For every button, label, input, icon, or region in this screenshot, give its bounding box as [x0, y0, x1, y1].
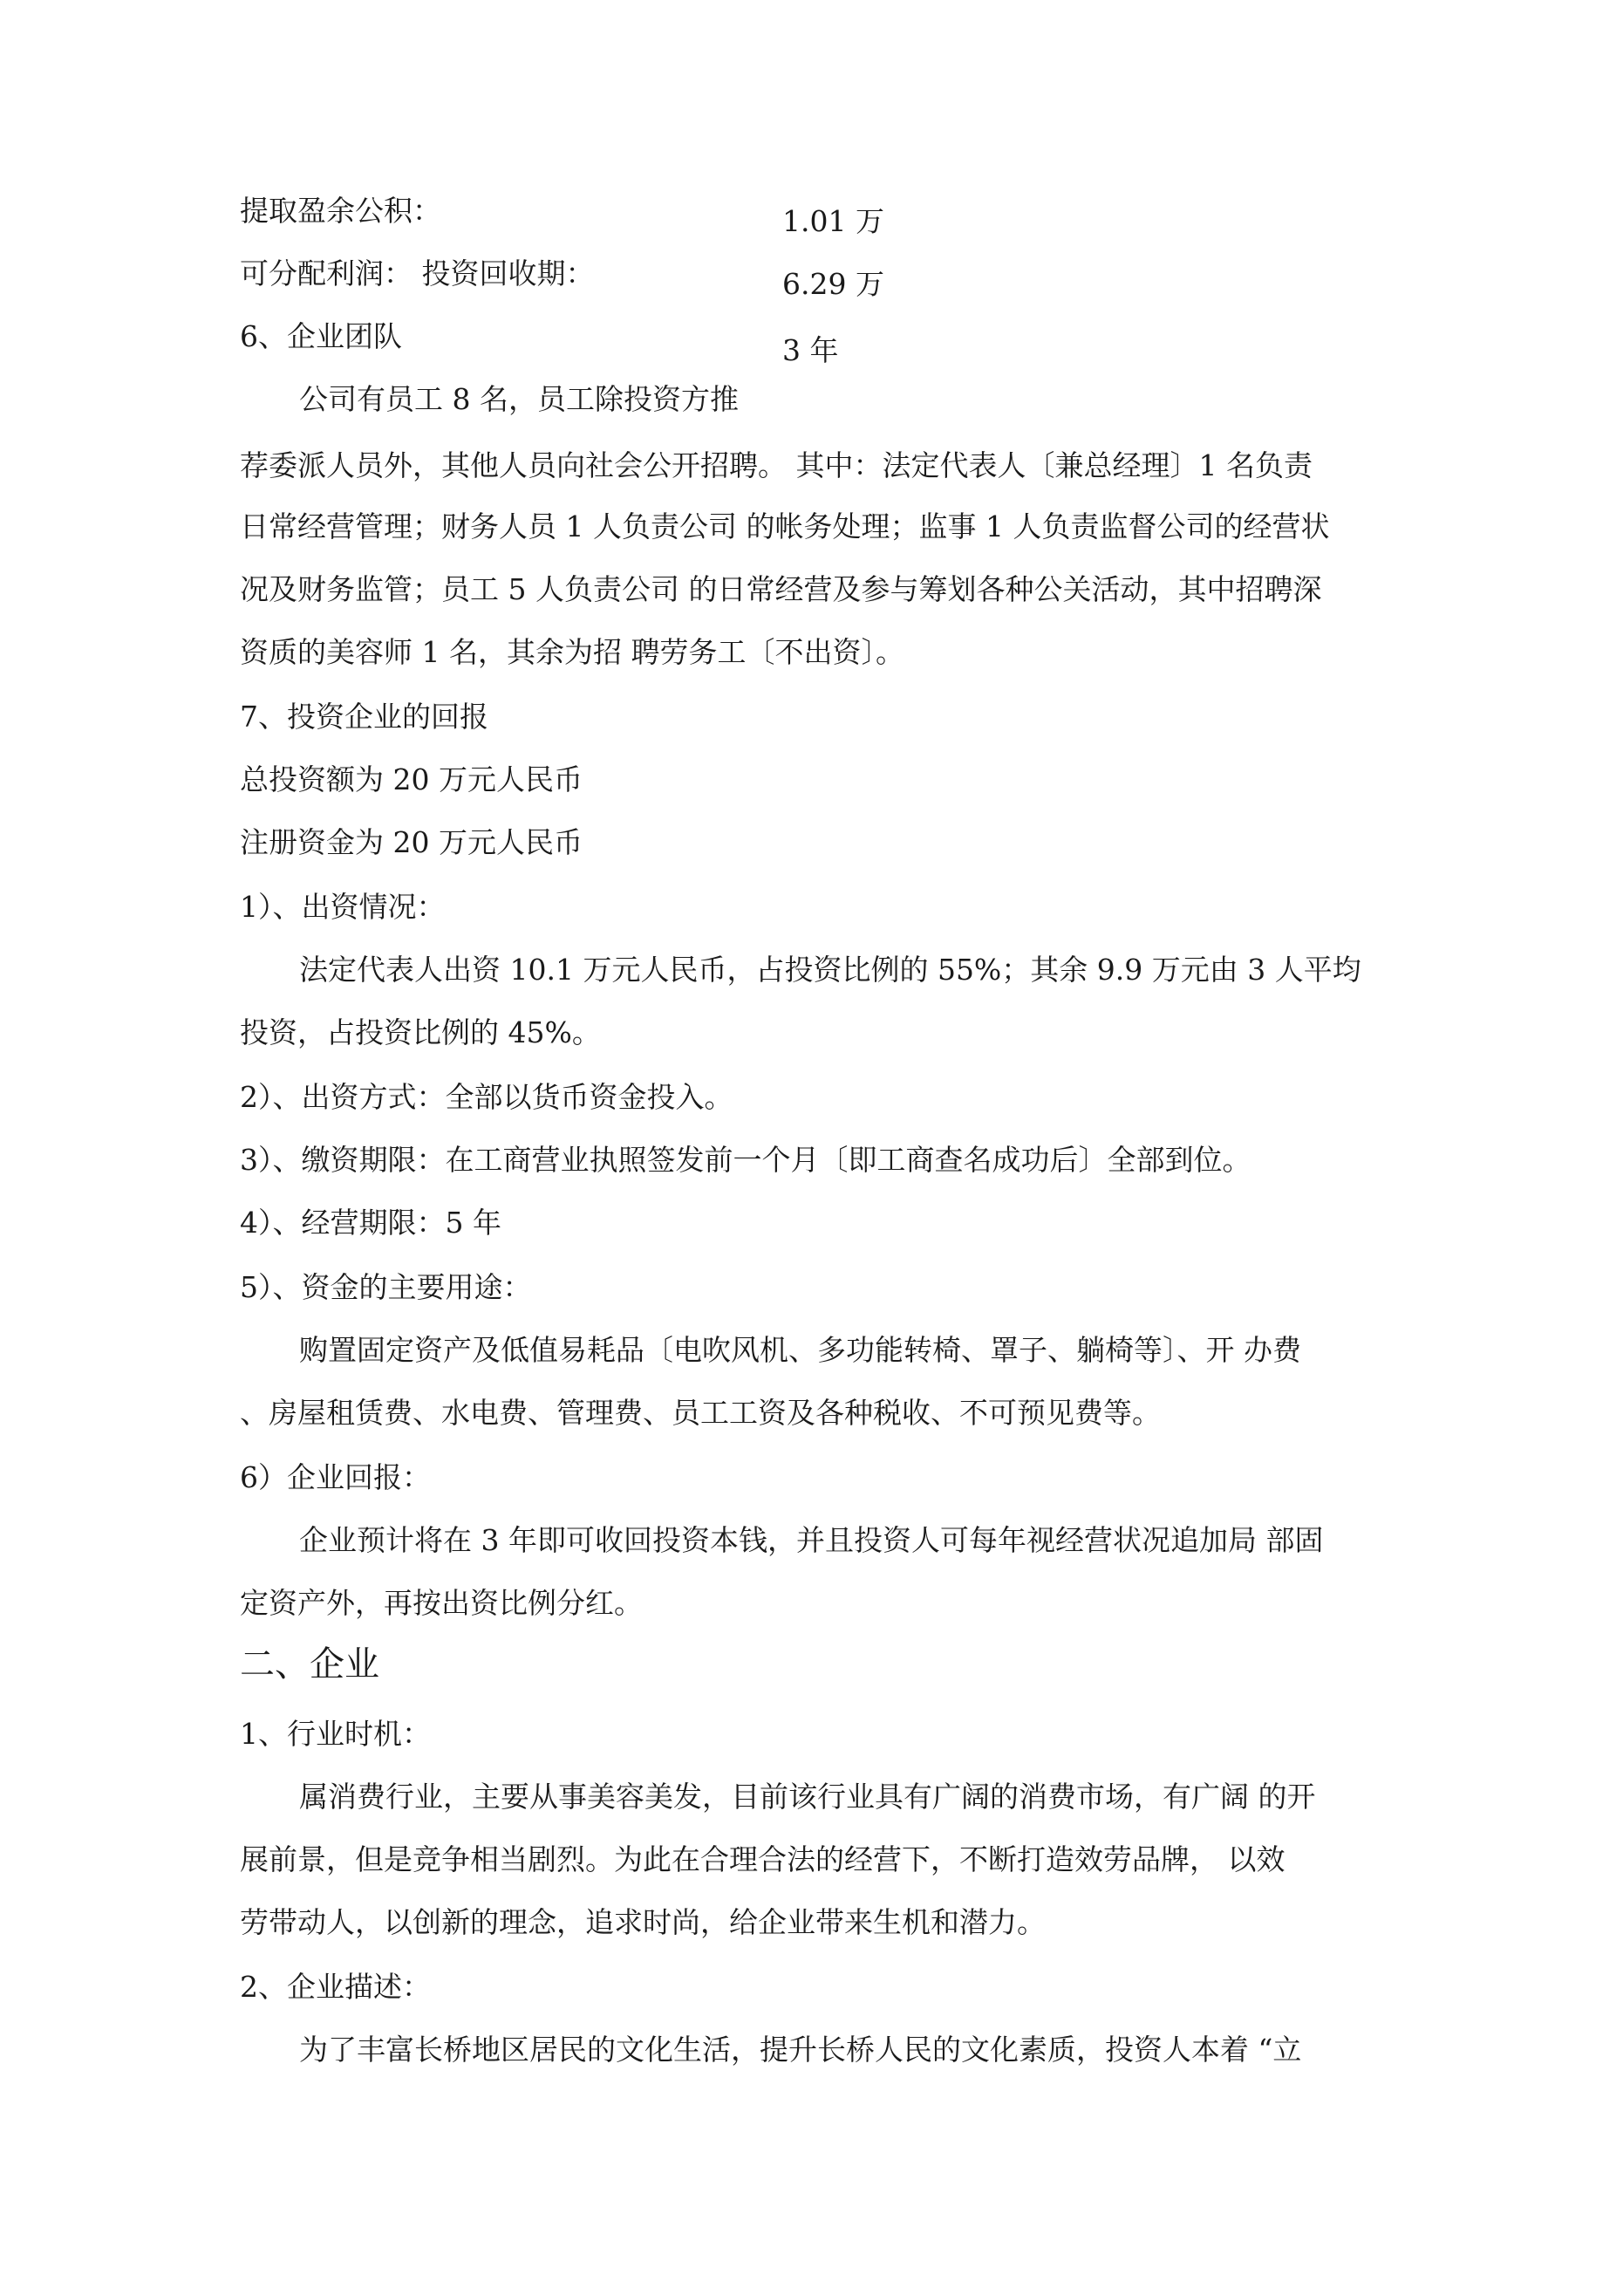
surplus-value: 1.01 万	[782, 204, 884, 238]
operating-term: 4）、经营期限：5 年	[240, 1206, 501, 1240]
total-investment: 总投资额为 20 万元人民币	[240, 762, 583, 796]
profit-value: 6.29 万	[782, 267, 884, 301]
fund-use-line: 、房屋租赁费、水电费、管理费、员工工资及各种税收、不可预见费等。	[240, 1396, 1161, 1430]
team-paragraph-line: 况及财务监管；员工 5 人负责公司 的日常经营及参与筹划各种公关活动，其中招聘深	[240, 572, 1322, 606]
team-paragraph-line: 资质的美容师 1 名，其余为招 聘劳务工〔不出资〕。	[240, 635, 904, 669]
enterprise-return-line: 企业预计将在 3 年即可收回投资本钱，并且投资人可每年视经营状况追加局 部固	[299, 1523, 1324, 1557]
team-paragraph-line: 公司有员工 8 名，员工除投资方推	[299, 382, 739, 416]
industry-opportunity-line: 劳带动人，以创新的理念，追求时尚，给企业带来生机和潜力。	[240, 1905, 1046, 1939]
industry-opportunity-line: 属消费行业，主要从事美容美发，目前该行业具有广阔的消费市场，有广阔 的开	[299, 1780, 1316, 1814]
enterprise-return-heading: 6）企业回报：	[240, 1460, 431, 1494]
contribution-line: 投资，占投资比例的 45%。	[240, 1015, 601, 1049]
enterprise-return-line: 定资产外，再按出资比例分红。	[240, 1586, 643, 1620]
payment-deadline: 3）、缴资期限：在工商营业执照签发前一个月〔即工商查名成功后〕全部到位。	[240, 1143, 1251, 1177]
payback-value: 3 年	[782, 333, 839, 367]
contribution-line: 法定代表人出资 10.1 万元人民币，占投资比例的 55%；其余 9.9 万元由 3 人平均	[299, 953, 1361, 987]
fund-use-heading: 5）、资金的主要用途：	[240, 1270, 532, 1304]
industry-opportunity-heading: 1、行业时机：	[240, 1717, 431, 1751]
registered-capital: 注册资金为 20 万元人民币	[240, 825, 583, 859]
returns-heading: 7、投资企业的回报	[240, 700, 488, 734]
contribution-method: 2）、出资方式：全部以货币资金投入。	[240, 1080, 733, 1114]
section-heading: 二、企业	[240, 1644, 379, 1684]
enterprise-description-line: 为了丰富长桥地区居民的文化生活，提升长桥人民的文化素质，投资人本着 “立	[299, 2033, 1302, 2067]
profit-label: 可分配利润： 投资回收期：	[240, 256, 595, 290]
contribution-heading: 1）、出资情况：	[240, 890, 446, 924]
team-paragraph-line: 荐委派人员外，其他人员向社会公开招聘。 其中：法定代表人〔兼总经理〕1 名负责	[240, 448, 1313, 482]
team-paragraph-line: 日常经营管理；财务人员 1 人负责公司 的帐务处理；监事 1 人负责监督公司的经营状	[240, 509, 1330, 543]
fund-use-line: 购置固定资产及低值易耗品〔电吹风机、多功能转椅、罩子、躺椅等〕、开 办费	[299, 1333, 1301, 1367]
enterprise-description-heading: 2、企业描述：	[240, 1970, 431, 2004]
team-heading: 6、企业团队	[240, 319, 402, 353]
industry-opportunity-line: 展前景，但是竞争相当剧烈。为此在合理合法的经营下，不断打造效劳品牌， 以效	[240, 1842, 1285, 1876]
surplus-label: 提取盈余公积：	[240, 194, 441, 228]
